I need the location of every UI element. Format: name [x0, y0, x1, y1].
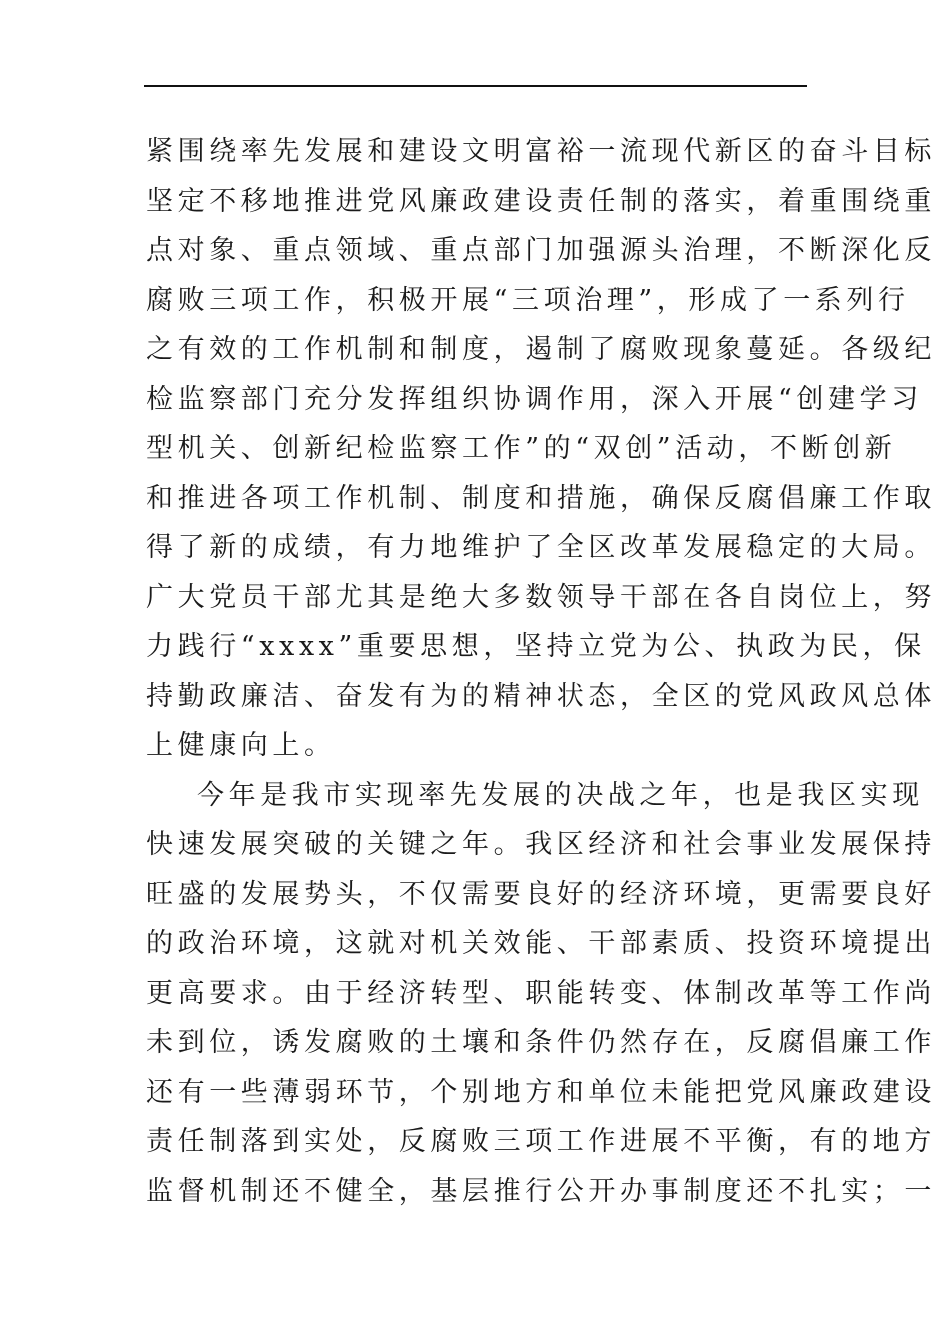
paragraph-first-line: 今年是我市实现率先发展的决战之年，也是我区实现 — [197, 779, 924, 811]
text-line: 广大党员干部尤其是绝大多数领导干部在各自岗位上，努 — [146, 581, 936, 613]
text-line: 得了新的成绩，有力地维护了全区改革发展稳定的大局。 — [146, 532, 936, 563]
text-line: 责任制落到实处，反腐败三项工作进展不平衡，有的地方 — [146, 1126, 936, 1157]
text-line: 快速发展突破的关键之年。我区经济和社会事业发展保持 — [146, 829, 936, 860]
text-line: 紧围绕率先发展和建设文明富裕一流现代新区的奋斗目标 — [146, 136, 936, 167]
text-line: 更高要求。由于经济转型、职能转变、体制改革等工作尚 — [146, 977, 936, 1009]
text-line: 和推进各项工作机制、制度和措施，确保反腐倡廉工作取 — [146, 482, 936, 514]
text-line: 未到位，诱发腐败的土壤和条件仍然存在，反腐倡廉工作 — [146, 1027, 936, 1058]
text-line: 上健康向上。 — [146, 730, 336, 761]
text-line: 型机关、创新纪检监察工作”的“双创”活动，不断创新 — [146, 433, 897, 464]
text-line: 旺盛的发展势头，不仅需要良好的经济环境，更需要良好 — [146, 878, 936, 910]
text-line: 还有一些薄弱环节，个别地方和单位未能把党风廉政建设 — [146, 1076, 936, 1108]
text-line: 检监察部门充分发挥组织协调作用，深入开展“创建学习 — [146, 383, 923, 415]
header-rule — [144, 85, 807, 87]
body-text — [146, 127, 936, 1216]
text-line: 坚定不移地推进党风廉政建设责任制的落实，着重围绕重 — [146, 185, 936, 217]
text-line: 腐败三项工作，积极开展“三项治理”，形成了一系列行 — [146, 284, 910, 316]
text-line: 监督机制还不健全，基层推行公开办事制度还不扎实；一 — [146, 1175, 936, 1207]
text-line: 的政治环境，这就对机关效能、干部素质、投资环境提出 — [146, 928, 936, 959]
text-line: 点对象、重点领域、重点部门加强源头治理，不断深化反 — [146, 235, 936, 266]
text-line: 力践行“xxxx”重要思想，坚持立党为公、执政为民，保 — [146, 631, 926, 662]
text-line: 持勤政廉洁、奋发有为的精神状态，全区的党风政风总体 — [146, 680, 936, 712]
text-line: 之有效的工作机制和制度，遏制了腐败现象蔓延。各级纪 — [146, 334, 936, 365]
